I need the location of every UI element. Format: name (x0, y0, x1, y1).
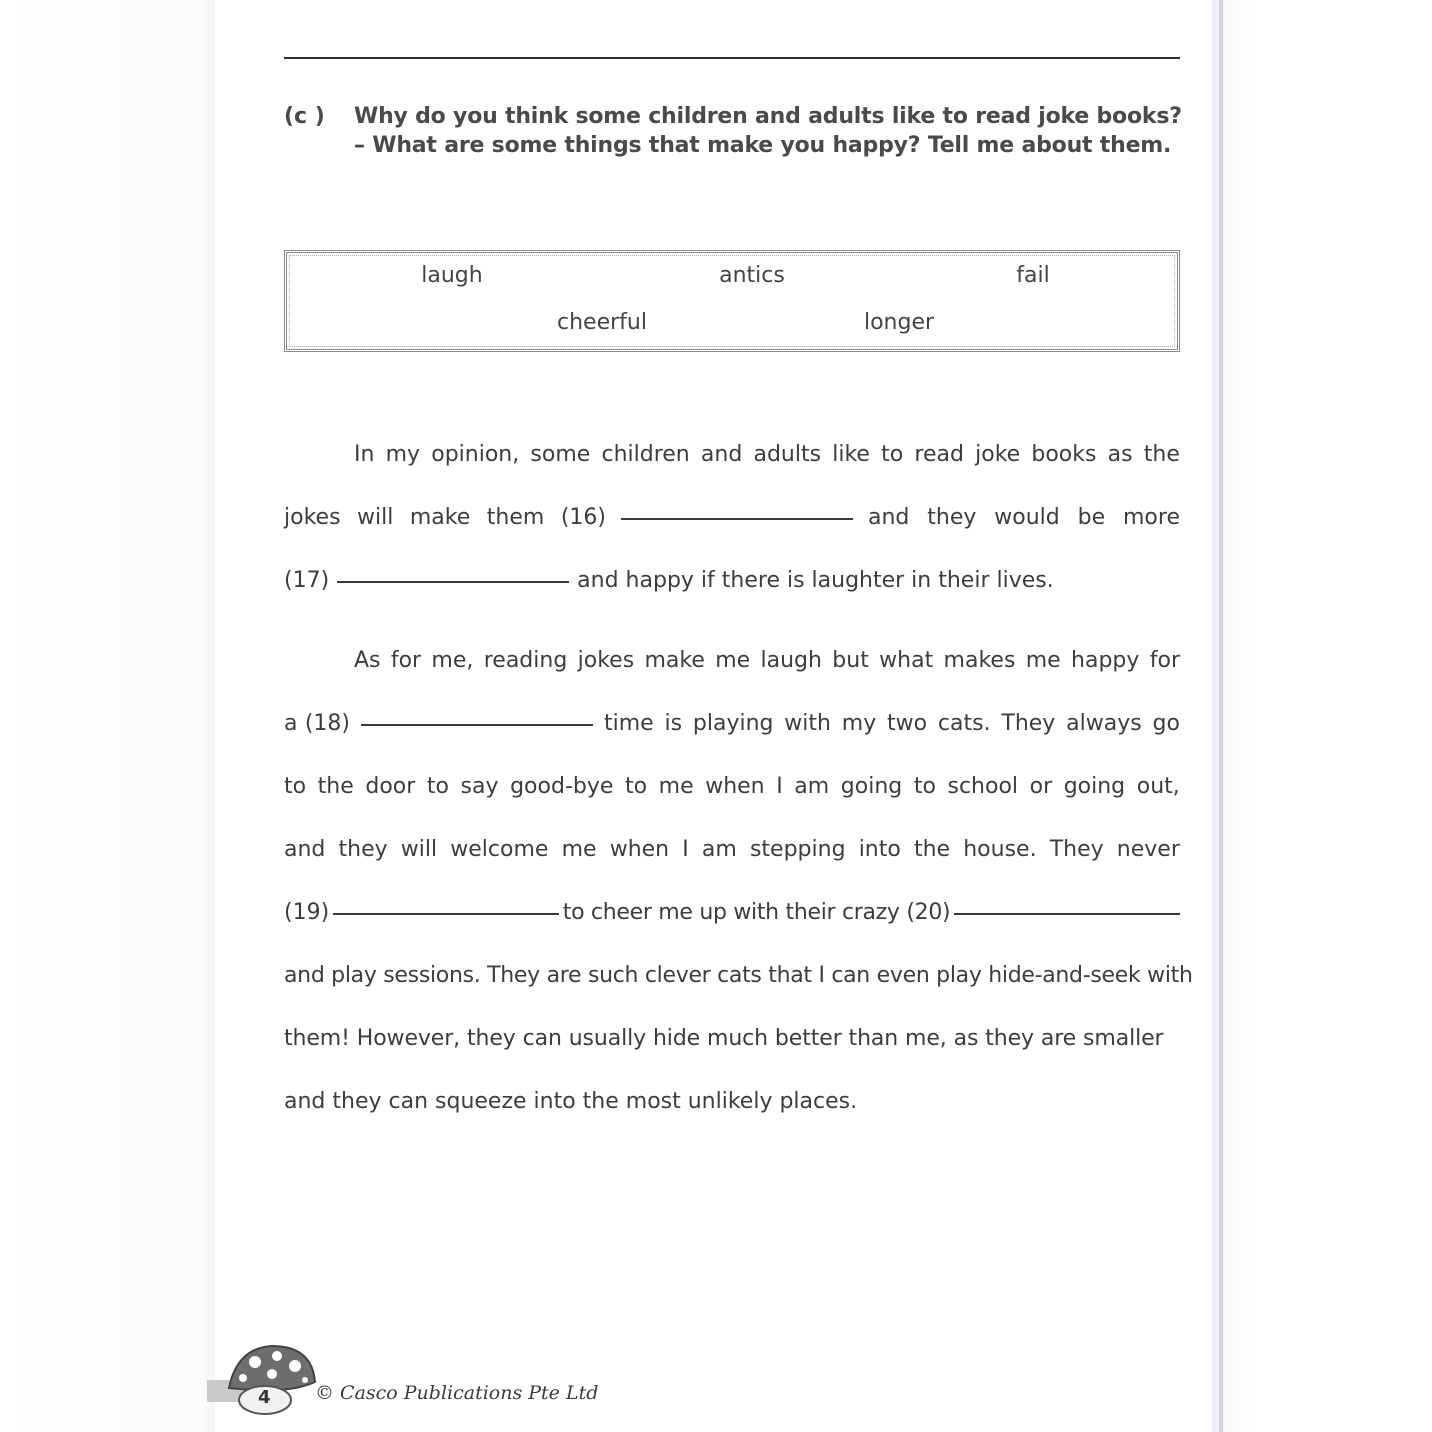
passage-word: house. (963, 837, 1037, 862)
passage-word: adults (753, 442, 822, 467)
blank-17[interactable] (337, 581, 569, 583)
passage-word: reading (483, 648, 568, 673)
passage-word: me, (431, 648, 474, 673)
passage-word: into (858, 837, 901, 862)
passage-word: welcome (450, 837, 549, 862)
passage-word: I (776, 774, 783, 799)
passage-word: joke (975, 442, 1021, 467)
passage-word: to (881, 442, 904, 467)
passage-line (284, 900, 1180, 932)
passage-word: opinion, (431, 442, 520, 467)
word-bank (284, 250, 1180, 352)
passage-line (354, 648, 1180, 680)
passage-word: I (682, 837, 689, 862)
passage-word: to (284, 774, 307, 799)
passage-word: They (1049, 837, 1104, 862)
page-number: 4 (258, 1387, 271, 1408)
passage-word: as (1107, 442, 1133, 467)
passage-line (284, 711, 1180, 743)
passage-word: read (914, 442, 964, 467)
passage-word: and (868, 505, 910, 530)
blank-label-17: (17) (284, 568, 330, 593)
passage-line (284, 837, 1180, 869)
blank-label-19: (19) (284, 900, 330, 925)
page-left-shading (0, 0, 215, 1432)
word-bank-item: longer (863, 310, 935, 335)
blank-20[interactable] (954, 913, 1180, 915)
passage-line (354, 442, 1180, 474)
passage-word: say (460, 774, 499, 799)
passage-word: books (1031, 442, 1097, 467)
passage-line (284, 774, 1180, 806)
passage-word: happy (1071, 648, 1140, 673)
passage-line (284, 568, 1180, 600)
passage-word: a (284, 711, 298, 736)
passage-word: me (658, 774, 694, 799)
passage-word: with (784, 711, 831, 736)
passage-word: cats. (937, 711, 991, 736)
passage-word: them (486, 505, 545, 530)
blank-18[interactable] (361, 724, 593, 726)
passage-word: always (1066, 711, 1142, 736)
passage-word: like (832, 442, 870, 467)
passage-word: they (338, 837, 388, 862)
question-line-2: – What are some things that make you happy? Tell me about them. (354, 133, 1172, 158)
passage-word: would (994, 505, 1060, 530)
passage-line (284, 505, 1180, 537)
passage-word: when (705, 774, 765, 799)
passage-word: the (913, 837, 951, 862)
passage-word: or (1029, 774, 1053, 799)
question-line-1: Why do you think some children and adults like to read joke books? (354, 104, 1182, 129)
question-label: (c ) (284, 104, 325, 129)
passage-word: (18) (304, 711, 350, 736)
passage-word: to (426, 774, 449, 799)
passage-word: going (840, 774, 903, 799)
passage-word: make (409, 505, 471, 530)
passage-word: me (1025, 648, 1061, 673)
passage-word: door (365, 774, 416, 799)
passage-word: for (1149, 648, 1180, 673)
passage-line: and they can squeeze into the most unlikely places. (284, 1089, 858, 1114)
passage-word: out, (1136, 774, 1180, 799)
passage-word: my (841, 711, 877, 736)
passage-word: jokes (577, 648, 635, 673)
blank-19[interactable] (333, 913, 559, 915)
passage-word: for (390, 648, 422, 673)
footer (207, 1340, 607, 1420)
passage-word: children (601, 442, 690, 467)
passage-word: school (947, 774, 1019, 799)
passage-word: the (317, 774, 354, 799)
passage-word: make (644, 648, 705, 673)
word-bank-item: laugh (421, 263, 483, 288)
blank-16[interactable] (621, 518, 853, 520)
passage-word: and (700, 442, 743, 467)
passage-word: As (354, 648, 381, 673)
passage-word: but (832, 648, 869, 673)
passage-word: am (701, 837, 737, 862)
passage-word: my (385, 442, 421, 467)
passage-word: the (1143, 442, 1180, 467)
passage-word: jokes (284, 505, 341, 530)
page-right-shadow (1212, 0, 1432, 1432)
passage-word: time (604, 711, 654, 736)
word-bank-item: antics (719, 263, 785, 288)
passage-word: is (664, 711, 683, 736)
mushroom-icon (217, 1340, 327, 1420)
passage-word: more (1123, 505, 1180, 530)
passage-word: will (400, 837, 438, 862)
passage-word: They (1001, 711, 1056, 736)
passage-word: playing (692, 711, 774, 736)
passage-word: will (357, 505, 394, 530)
passage-word: me (561, 837, 597, 862)
passage-word: In (354, 442, 375, 467)
word-bank-item: cheerful (557, 310, 647, 335)
passage-word: to (624, 774, 648, 799)
passage-word: good-bye (510, 774, 614, 799)
passage-word: and (284, 837, 326, 862)
answer-line-top (284, 57, 1180, 59)
copyright: © Casco Publications Pte Ltd (315, 1382, 599, 1404)
passage-word: go (1152, 711, 1180, 736)
passage-word: going (1063, 774, 1126, 799)
passage-word: what (879, 648, 934, 673)
passage-word: (16) (560, 505, 606, 530)
passage-word: am (794, 774, 830, 799)
passage-word: laugh (760, 648, 822, 673)
passage-word: stepping (749, 837, 846, 862)
passage-word: two (887, 711, 928, 736)
passage-word: to (913, 774, 936, 799)
page-edge (1219, 0, 1223, 1432)
word-bank-item: fail (1016, 263, 1050, 288)
passage-word: never (1116, 837, 1180, 862)
passage-word: when (609, 837, 670, 862)
passage-word: be (1077, 505, 1106, 530)
passage-line: them! However, they can usually hide much better than me, as they are smaller (284, 1026, 1164, 1051)
passage-word: me (715, 648, 751, 673)
passage-line: and play sessions. They are such clever cats that I can even play hide-and-seek with (284, 963, 1193, 988)
passage-word: they (927, 505, 977, 530)
passage-word: makes (943, 648, 1016, 673)
passage-text: and happy if there is laughter in their lives. (577, 568, 1054, 593)
passage-text: to cheer me up with their crazy (20) (562, 900, 951, 925)
passage-word: some (530, 442, 591, 467)
